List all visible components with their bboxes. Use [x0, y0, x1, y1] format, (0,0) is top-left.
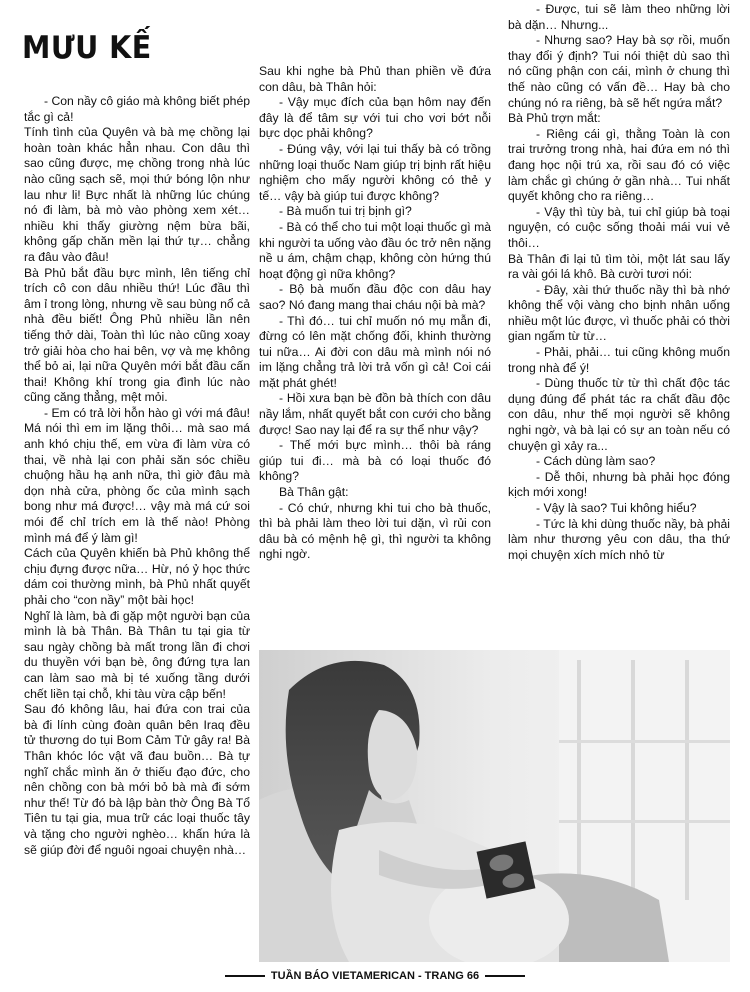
paragraph: - Cách dùng làm sao?: [536, 454, 656, 469]
text-column-2: [259, 2, 491, 563]
page-footer: [0, 970, 750, 982]
paragraph: Bà Thân đi lại tủ tìm tòi, một lát sau lấy ra vài gói lá khô. Bà cười tươi nói:: [508, 251, 730, 282]
paragraph: - Riêng cái gì, thằng Toàn là con trai trưởng trong nhà, hai đứa em nó thì đang học nội trú xa, rồi sau đó có việc làm chắc gì chúng ở gần nhà… Tui nhất quyết không cho ra riêng…: [508, 126, 730, 204]
paragraph: Sau khi nghe bà Phủ than phiền về đứa con dâu, bà Thân hỏi:: [259, 64, 491, 94]
paragraph: - Thì đó… tui chỉ muốn nó mụ mẫn đi, đừng có lên mặt chống đối, khinh thường tui nữa… Ai đời con dâu mà mình nói nó im lặng chẳng trả lời trả vốn gì cả! Coi cái mặt phát ghét!: [259, 313, 491, 390]
paragraph: Bà Thân gật:: [279, 485, 349, 500]
article-title: MƯU KẾ: [22, 30, 152, 66]
paragraph: - Bà muốn tui trị bịnh gì?: [279, 204, 412, 219]
paragraph: - Được, tui sẽ làm theo những lời bà dặn… Nhưng...: [508, 2, 730, 32]
paragraph: - Dùng thuốc từ từ thì chất độc tác dụng đúng để phát tác ra chất đầu độc con dâu, như thế mọi người sẽ không nghi ngờ, và bà lại có sự an toàn nếu có chuyện gì xảy ra...: [508, 376, 730, 453]
paragraph: - Có chứ, nhưng khi tui cho bà thuốc, thì bà phải làm theo lời tui dặn, vì rủi con dâu bà có mệnh hệ gì, thì người ta không nghi ngờ.: [259, 500, 491, 562]
paragraph: - Vậy là sao? Tui không hiểu?: [536, 501, 697, 515]
footer-text: TUẦN BÁO VIETAMERICAN - TRANG 66: [270, 970, 480, 982]
paragraph: - Hồi xưa bạn bè đồn bà thích con dâu nầy lắm, nhất quyết bắt con cưới cho bằng được! Sao nay lại để ra sự thể như vậy?: [259, 391, 491, 437]
paragraph: - Vậy mục đích của bạn hôm nay đến đây là để tâm sự với tui cho vơi bớt nỗi bực dọc phải không?: [259, 95, 491, 141]
paragraph: - Nhưng sao? Hay bà sợ rồi, muốn thay đổi ý định? Tui nói thiệt dù sao thì nó cũng phận con cái, mình ở chung thì thế nào cũng có vấn đề… Hay bà cho chúng nó ra riêng, bà sẽ hết ngứa mắt?: [508, 33, 730, 110]
paragraph: - Bộ bà muốn đầu độc con dâu hay sao? Nó đang mang thai cháu nội bà mà?: [259, 282, 491, 312]
article-photo: [259, 650, 730, 962]
footer-rule-right: [485, 975, 525, 977]
paragraph: - Con nầy cô giáo mà không biết phép tắc gì cả!: [24, 94, 250, 124]
paragraph: Nghĩ là làm, bà đi gặp một người bạn của mình là bà Thân. Bà Thân tu tại gia từ sau ngày chồng bà mất trong lần đi chơi du thuyền với bạn bè, ông đứng tựa lan can làm sao mà bị té xuống tầng dưới chết liền tại chỗ, khi tàu vừa cập bến!: [24, 608, 250, 701]
paragraph: - Dễ thôi, nhưng bà phải học đóng kịch mới xong!: [508, 469, 730, 500]
text-column-1: [24, 94, 250, 858]
paragraph: - Tức là khi dùng thuốc nầy, bà phải làm như thương yêu con dâu, tha thứ mọi chuyện xích mích nhỏ từ: [508, 516, 730, 562]
paragraph: Bà Phủ bắt đầu bực mình, lên tiếng chỉ trích cô con dâu nhiều thứ! Lúc đầu thì âm ỉ trong lòng, nhưng về sau bùng nổ cả nhà đều biết! Ông Phủ nhiều lần nên tiếng thở dài, Toàn thì lúc nào cũng xoay trở giải hòa cho hai bên, vợ và mẹ không thể bỏ ai, lại nữa Quyên mới bắt đầu cấn thai! Không khí trong gia đình lúc nào cũng căng thẳng, mệt mỏi.: [24, 265, 250, 405]
paragraph: Bà Phủ trợn mắt:: [508, 111, 601, 126]
paragraph: Tính tình của Quyên và bà mẹ chồng lại hoàn toàn khác hẳn nhau. Con dâu thì sao cũng được, mẹ chồng trong nhà lúc nào cũng sạch sẽ, mọi thứ bóng lộn như lau như li! Bực nhất là những lúc chúng nó đi làm, bà mò vào phòng xem xét… nhiều khi thấy giường nệm bừa bãi, không gấp chăn mền lại thứ tự… chẳng ra đâu vào đâu!: [24, 125, 250, 264]
paragraph: - Phải, phải… tui cũng không muốn trong nhà để ý!: [508, 345, 730, 375]
paragraph: - Đúng vậy, với lại tui thấy bà có trồng những loại thuốc Nam giúp trị bịnh rất hiệu nghiệm cho mấy người không có thẻ y tế… vậy bà giúp tui được không?: [259, 141, 491, 203]
paragraph: - Em có trả lời hỗn hào gì với má đâu! Má nói thì em im lặng thôi… mà sao má anh khó chịu thế, em vừa đi làm vừa có thai, về nhà lại con phải săn sóc chiều chuộng hầu hạ anh nữa, thì giờ đâu mà dọn nhà cửa, phòng ốc của mình sạch bong như má được!… vậy mà má cứ soi mói để chỉ trích em là thế nào! Phòng mình má để ý làm gì!: [24, 405, 250, 545]
text-column-3: [508, 2, 730, 563]
paragraph: Cách của Quyên khiến bà Phủ không thể chịu đựng được nữa… Hừ, nó ỷ học thức dám coi thường mình, bà Phủ nhất quyết phải cho “con nầy” một bài học!: [24, 546, 250, 607]
paragraph: - Đây, xài thứ thuốc nầy thì bà nhớ không thể vội vàng cho bịnh nhân uống nhiều một lúc được, vì thuốc phải có thời gian ngấm từ từ…: [508, 282, 730, 344]
footer-rule-left: [225, 975, 265, 977]
paragraph: - Thế mới bực mình… thôi bà ráng giúp tui đi… mà bà có loại thuốc đó không?: [259, 438, 491, 484]
paragraph: Sau đó không lâu, hai đứa con trai của bà đi lính cùng đoàn quân bên Iraq đều tử thương do tụi Bom Cảm Tử gây ra! Bà Thân khóc lóc vật vã đau buồn… Bà tự nghĩ chắc mình ăn ở thiếu đạo đức, cho nên chồng con bà mới bỏ bà mà đi sớm như thế! Từ đó bà lập bàn thờ Ông Bà Tổ Tiên tu tại gia, mua trữ các loại thuốc tây và tặng cho người nghèo… khấn hứa là sẽ giúp đời để nguôi ngoai chuyện nhà…: [24, 702, 250, 857]
pregnant-woman-photo-icon: [259, 650, 730, 962]
paragraph: - Bà có thể cho tui một loại thuốc gì mà khi người ta uống vào đầu óc trở nên nặng nề u ám, chậm chạp, không còn hứng thú hoạt động gì nữa không?: [259, 219, 491, 281]
paragraph: - Vậy thì tùy bà, tui chỉ giúp bà toại nguyện, có cuộc sống thoải mái vui vẻ thôi…: [508, 204, 730, 250]
